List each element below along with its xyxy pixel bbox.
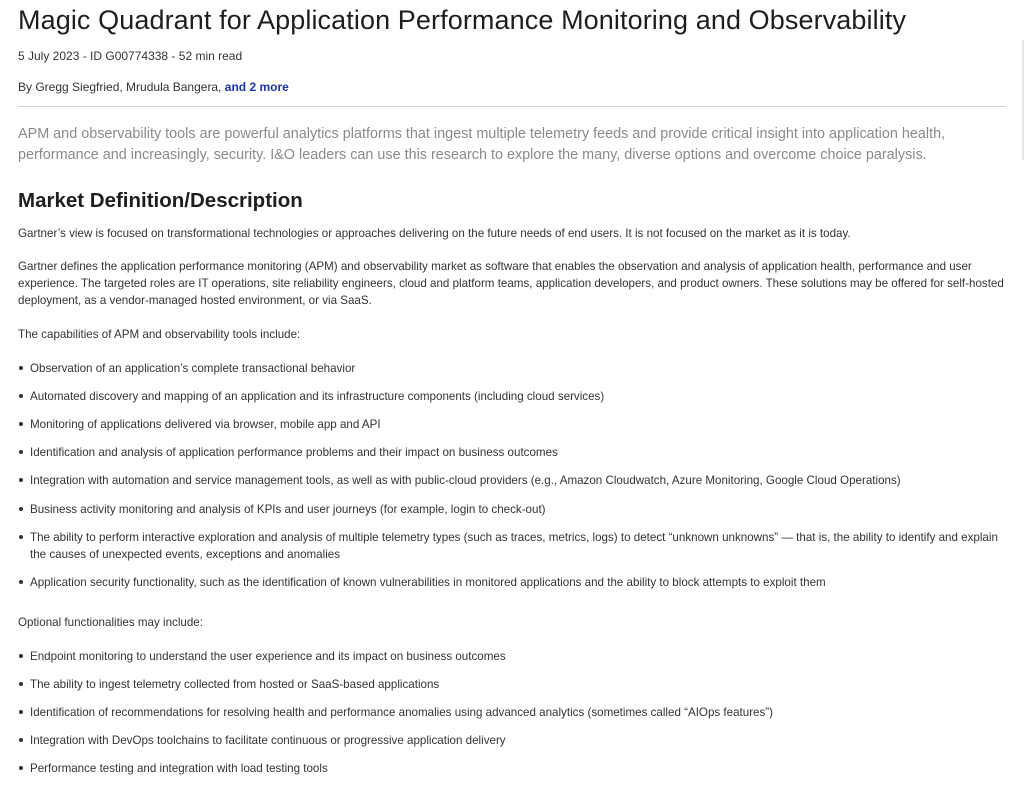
bullet-dot [19,507,23,511]
list-item: The ability to perform interactive exploration and analysis of multiple telemetry types (such as traces, metrics, logs) to detect “unknown unknowns” — that is, the ability to identify and explain the causes of unexpected events, exceptions and anomalies [18,529,1008,563]
list-item: Identification of recommendations for resolving health and performance anomalies using advanced analytics (sometimes called “AIOps features”) [18,704,1008,721]
document-meta: 5 July 2023 - ID G00774338 - 52 min read [18,49,243,63]
optional-intro: Optional functionalities may include: [18,616,203,629]
list-item: Endpoint monitoring to understand the user experience and its impact on business outcomes [18,648,1008,665]
bullet-dot [19,580,23,584]
page-title: Magic Quadrant for Application Performance Monitoring and Observability [18,5,907,35]
bullet-dot [19,422,23,426]
list-item: Monitoring of applications delivered via browser, mobile app and API [18,416,1008,433]
bullet-dot [19,394,23,398]
paragraph-market-definition: Gartner defines the application performance monitoring (APM) and observability market as software that enables the observation and analysis of application health, performance and user experience. The targeted roles are IT operations, site reliability engineers, cloud and platform teams, application developers, and product owners. These solutions may be offered for self-hosted deployment, as a vendor-managed hosted environment, or via SaaS. [18,260,1004,307]
list-item: Integration with DevOps toolchains to facilitate continuous or progressive application delivery [18,732,1008,749]
header-divider [18,106,1006,107]
list-item: Integration with automation and service management tools, as well as with public-cloud providers (e.g., Amazon Cloudwatch, Azure Monitoring, Google Cloud Operations) [18,472,1008,489]
paragraph-gartner-view: Gartner’s view is focused on transformational technologies or approaches delivering on the future needs of end users. It is not focused on the market as it is today. [18,227,851,240]
list-item: The ability to ingest telemetry collected from hosted or SaaS-based applications [18,676,1008,693]
authors-line [18,80,289,94]
bullet-dot [19,450,23,454]
section-heading: Market Definition/Description [18,189,303,212]
bullet-dot [19,682,23,686]
more-authors-link[interactable]: and 2 more [224,80,289,94]
list-item: Application security functionality, such as the identification of known vulnerabilities in monitored applications and the ability to block attempts to exploit them [18,574,1008,591]
document-summary: APM and observability tools are powerful analytics platforms that ingest multiple telemetry feeds and provide critical insight into application health, performance and increasingly, security. I&O leaders can use this research to explore the many, diverse options and overcome choice paralysis. [18,126,946,163]
list-item: Observation of an application’s complete transactional behavior [18,360,1008,377]
authors-names: By Gregg Siegfried, Mrudula Bangera, [18,80,225,94]
bullet-dot [19,535,23,539]
list-item: Automated discovery and mapping of an application and its infrastructure components (including cloud services) [18,388,1008,405]
list-item: Performance testing and integration with load testing tools [18,760,1008,777]
bullet-dot [19,766,23,770]
bullet-dot [19,710,23,714]
bullet-dot [19,478,23,482]
bullet-dot [19,738,23,742]
list-item: Identification and analysis of application performance problems and their impact on business outcomes [18,444,1008,461]
bullet-dot [19,654,23,658]
bullet-dot [19,366,23,370]
capabilities-intro: The capabilities of APM and observability tools include: [18,328,301,341]
list-item: Business activity monitoring and analysis of KPIs and user journeys (for example, login to check-out) [18,501,1008,518]
